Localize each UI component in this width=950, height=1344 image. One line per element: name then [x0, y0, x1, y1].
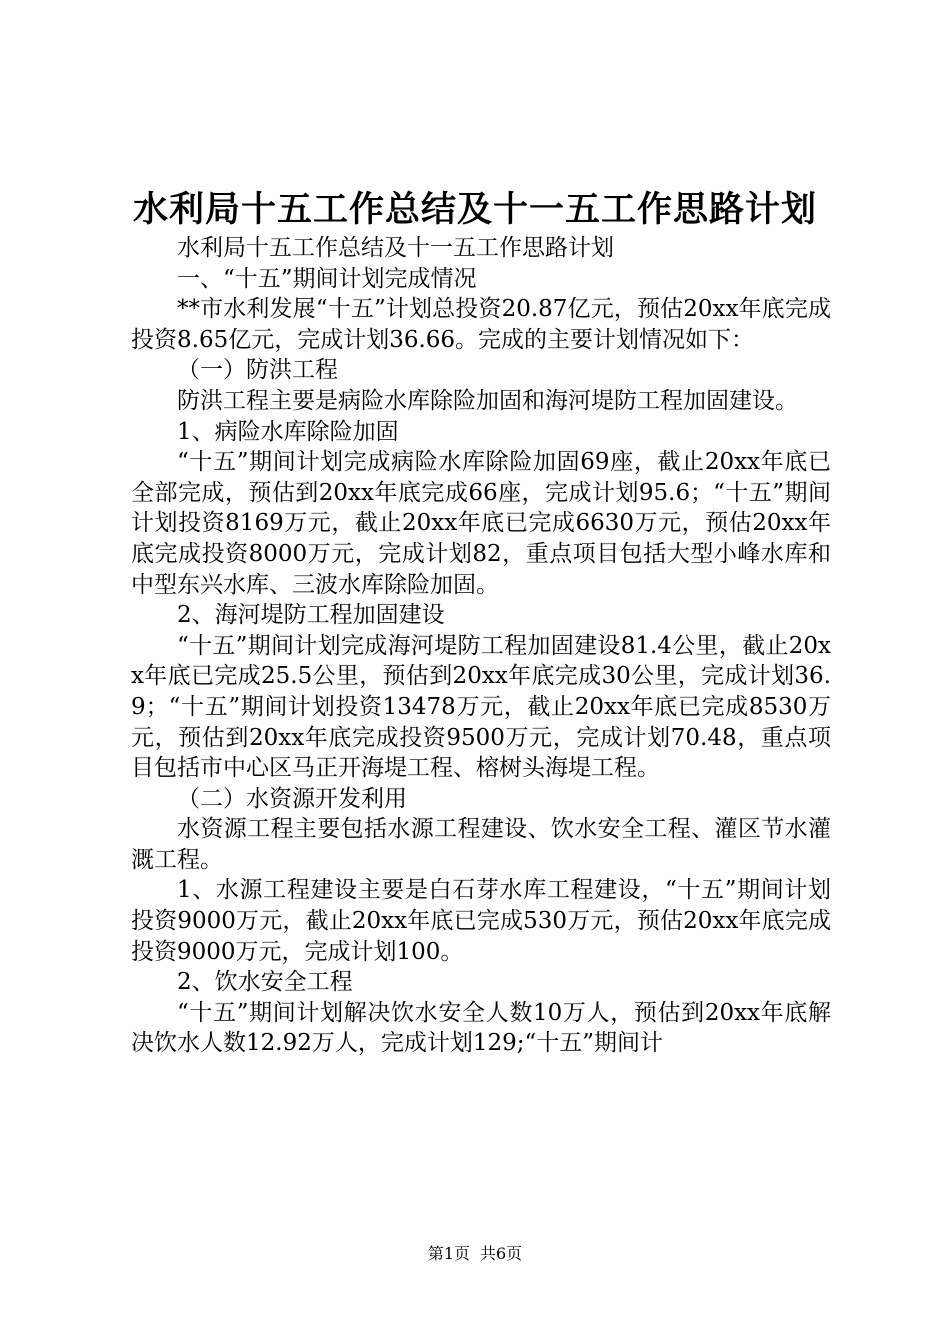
paragraph: 一、“十五”期间计划完成情况 [177, 265, 477, 292]
paragraph: （一）防洪工程 [177, 357, 338, 384]
paragraph: **市水利发展“十五”计划总投资20.87亿元，预估20xx年底完成投资8.65亿元，完成计划36.66。完成的主要计划情况如下： [131, 296, 831, 353]
page-number: 第1页 [427, 1244, 470, 1263]
paragraph: 2、饮水安全工程 [177, 969, 353, 996]
paragraph: 1、水源工程建设主要是白石芽水库工程建设，“十五”期间计划投资9000万元，截止20xx年底已完成530万元，预估20xx年底完成投资9000万元，完成计划100。 [131, 877, 831, 965]
paragraph: “十五”期间计划解决饮水安全人数10万人，预估到20xx年底解决饮水人数12.92万人，完成计划129;“十五”期间计 [131, 999, 831, 1057]
paragraph: “十五”期间计划完成病险水库除险加固69座，截止20xx年底已全部完成，预估到20xx年底完成66座，完成计划95.6；“十五”期间计划投资8169万元，截止20xx年底已完成6630万元，预估20xx年底完成投资8000万元，完成计划82，重点项目包括大型小峰水库和中型东兴水库、三波水库除险加固。 [131, 449, 831, 598]
document-title: 水利局十五工作总结及十一五工作思路计划 [132, 189, 817, 230]
paragraph: 水利局十五工作总结及十一五工作思路计划 [177, 235, 614, 261]
paragraph: （二）水资源开发利用 [177, 785, 407, 812]
page-footer [0, 1243, 950, 1265]
paragraph: 防洪工程主要是病险水库除险加固和海河堤防工程加固建设。 [177, 387, 798, 414]
paragraph: 2、海河堤防工程加固建设 [177, 602, 445, 629]
document-body [131, 233, 831, 1059]
page-total: 共6页 [480, 1244, 523, 1263]
paragraph: “十五”期间计划完成海河堤防工程加固建设81.4公里，截止20xx年底已完成25.5公里，预估到20xx年底完成30公里，完成计划36.9；“十五”期间计划投资13478万元，截止20xx年底已完成8530万元，预估到20xx年底完成投资9500万元，完成计划70.48，重点项目包括市中心区马正开海堤工程、榕树头海堤工程。 [131, 632, 831, 782]
paragraph: 水资源工程主要包括水源工程建设、饮水安全工程、灌区节水灌溉工程。 [131, 816, 831, 873]
paragraph: 1、病险水库除险加固 [177, 418, 399, 445]
